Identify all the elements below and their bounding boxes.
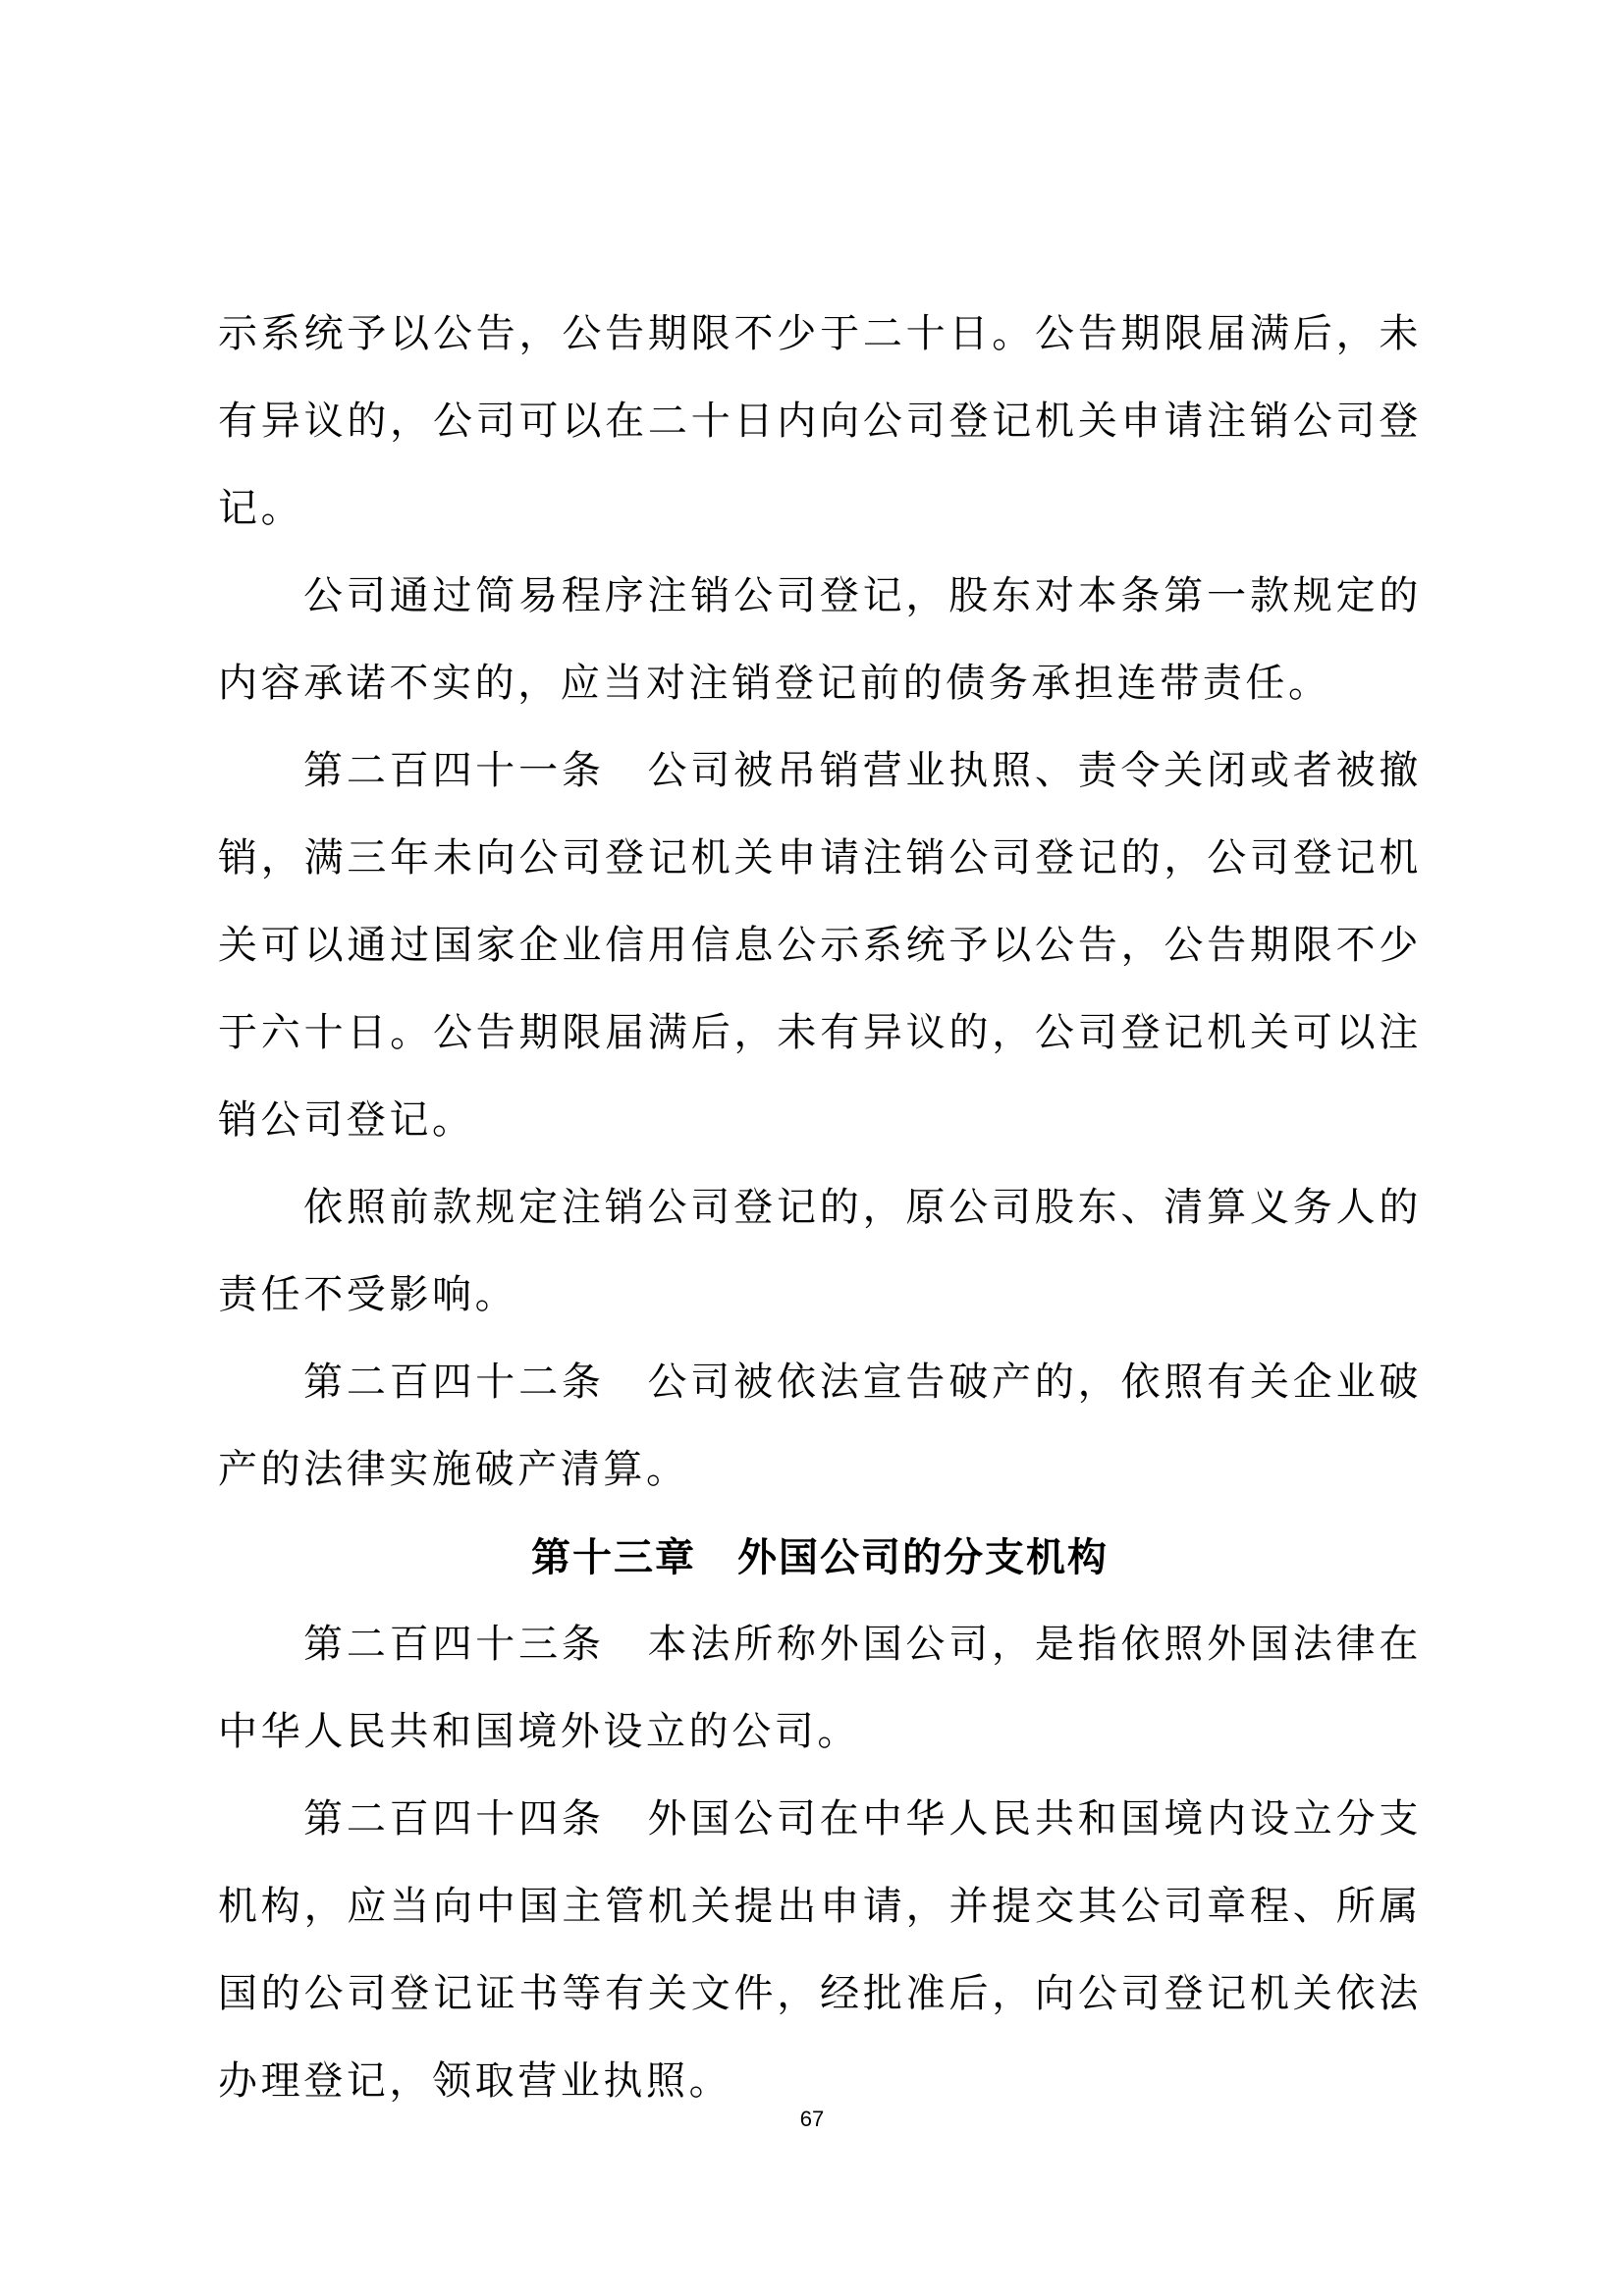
article-241: 第二百四十一条 公司被吊销营业执照、责令关闭或者被撤销，满三年未向公司登记机关申请注销公司登记的，公司登记机关可以通过国家企业信用信息公示系统予以公告，公告期限不少于六十日。公告期限届满后，未有异议的，公司登记机关可以注销公司登记。 (218, 748, 1422, 1143)
article-244: 第二百四十四条 外国公司在中华人民共和国境内设立分支机构，应当向中国主管机关提出申请，并提交其公司章程、所属国的公司登记证书等有关文件，经批准后，向公司登记机关依法办理登记，领取营业执照。 (218, 1796, 1422, 2104)
article-243: 第二百四十三条 本法所称外国公司，是指依照外国法律在中华人民共和国境外设立的公司。 (218, 1622, 1422, 1754)
page-number: 67 (799, 2107, 825, 2131)
chapter-heading: 第十三章 外国公司的分支机构 (531, 1534, 1109, 1580)
paragraph-liability: 依照前款规定注销公司登记的，原公司股东、清算义务人的责任不受影响。 (218, 1185, 1422, 1317)
paragraph-continuation: 示系统予以公告，公告期限不少于二十日。公告期限届满后，未有异议的，公司可以在二十日内向公司登记机关申请注销公司登记。 (218, 311, 1422, 531)
paragraph-simplified-deregistration: 公司通过简易程序注销公司登记，股东对本条第一款规定的内容承诺不实的，应当对注销登记前的债务承担连带责任。 (218, 573, 1422, 706)
article-242: 第二百四十二条 公司被依法宣告破产的，依照有关企业破产的法律实施破产清算。 (218, 1360, 1422, 1492)
body-text (218, 291, 1422, 2125)
